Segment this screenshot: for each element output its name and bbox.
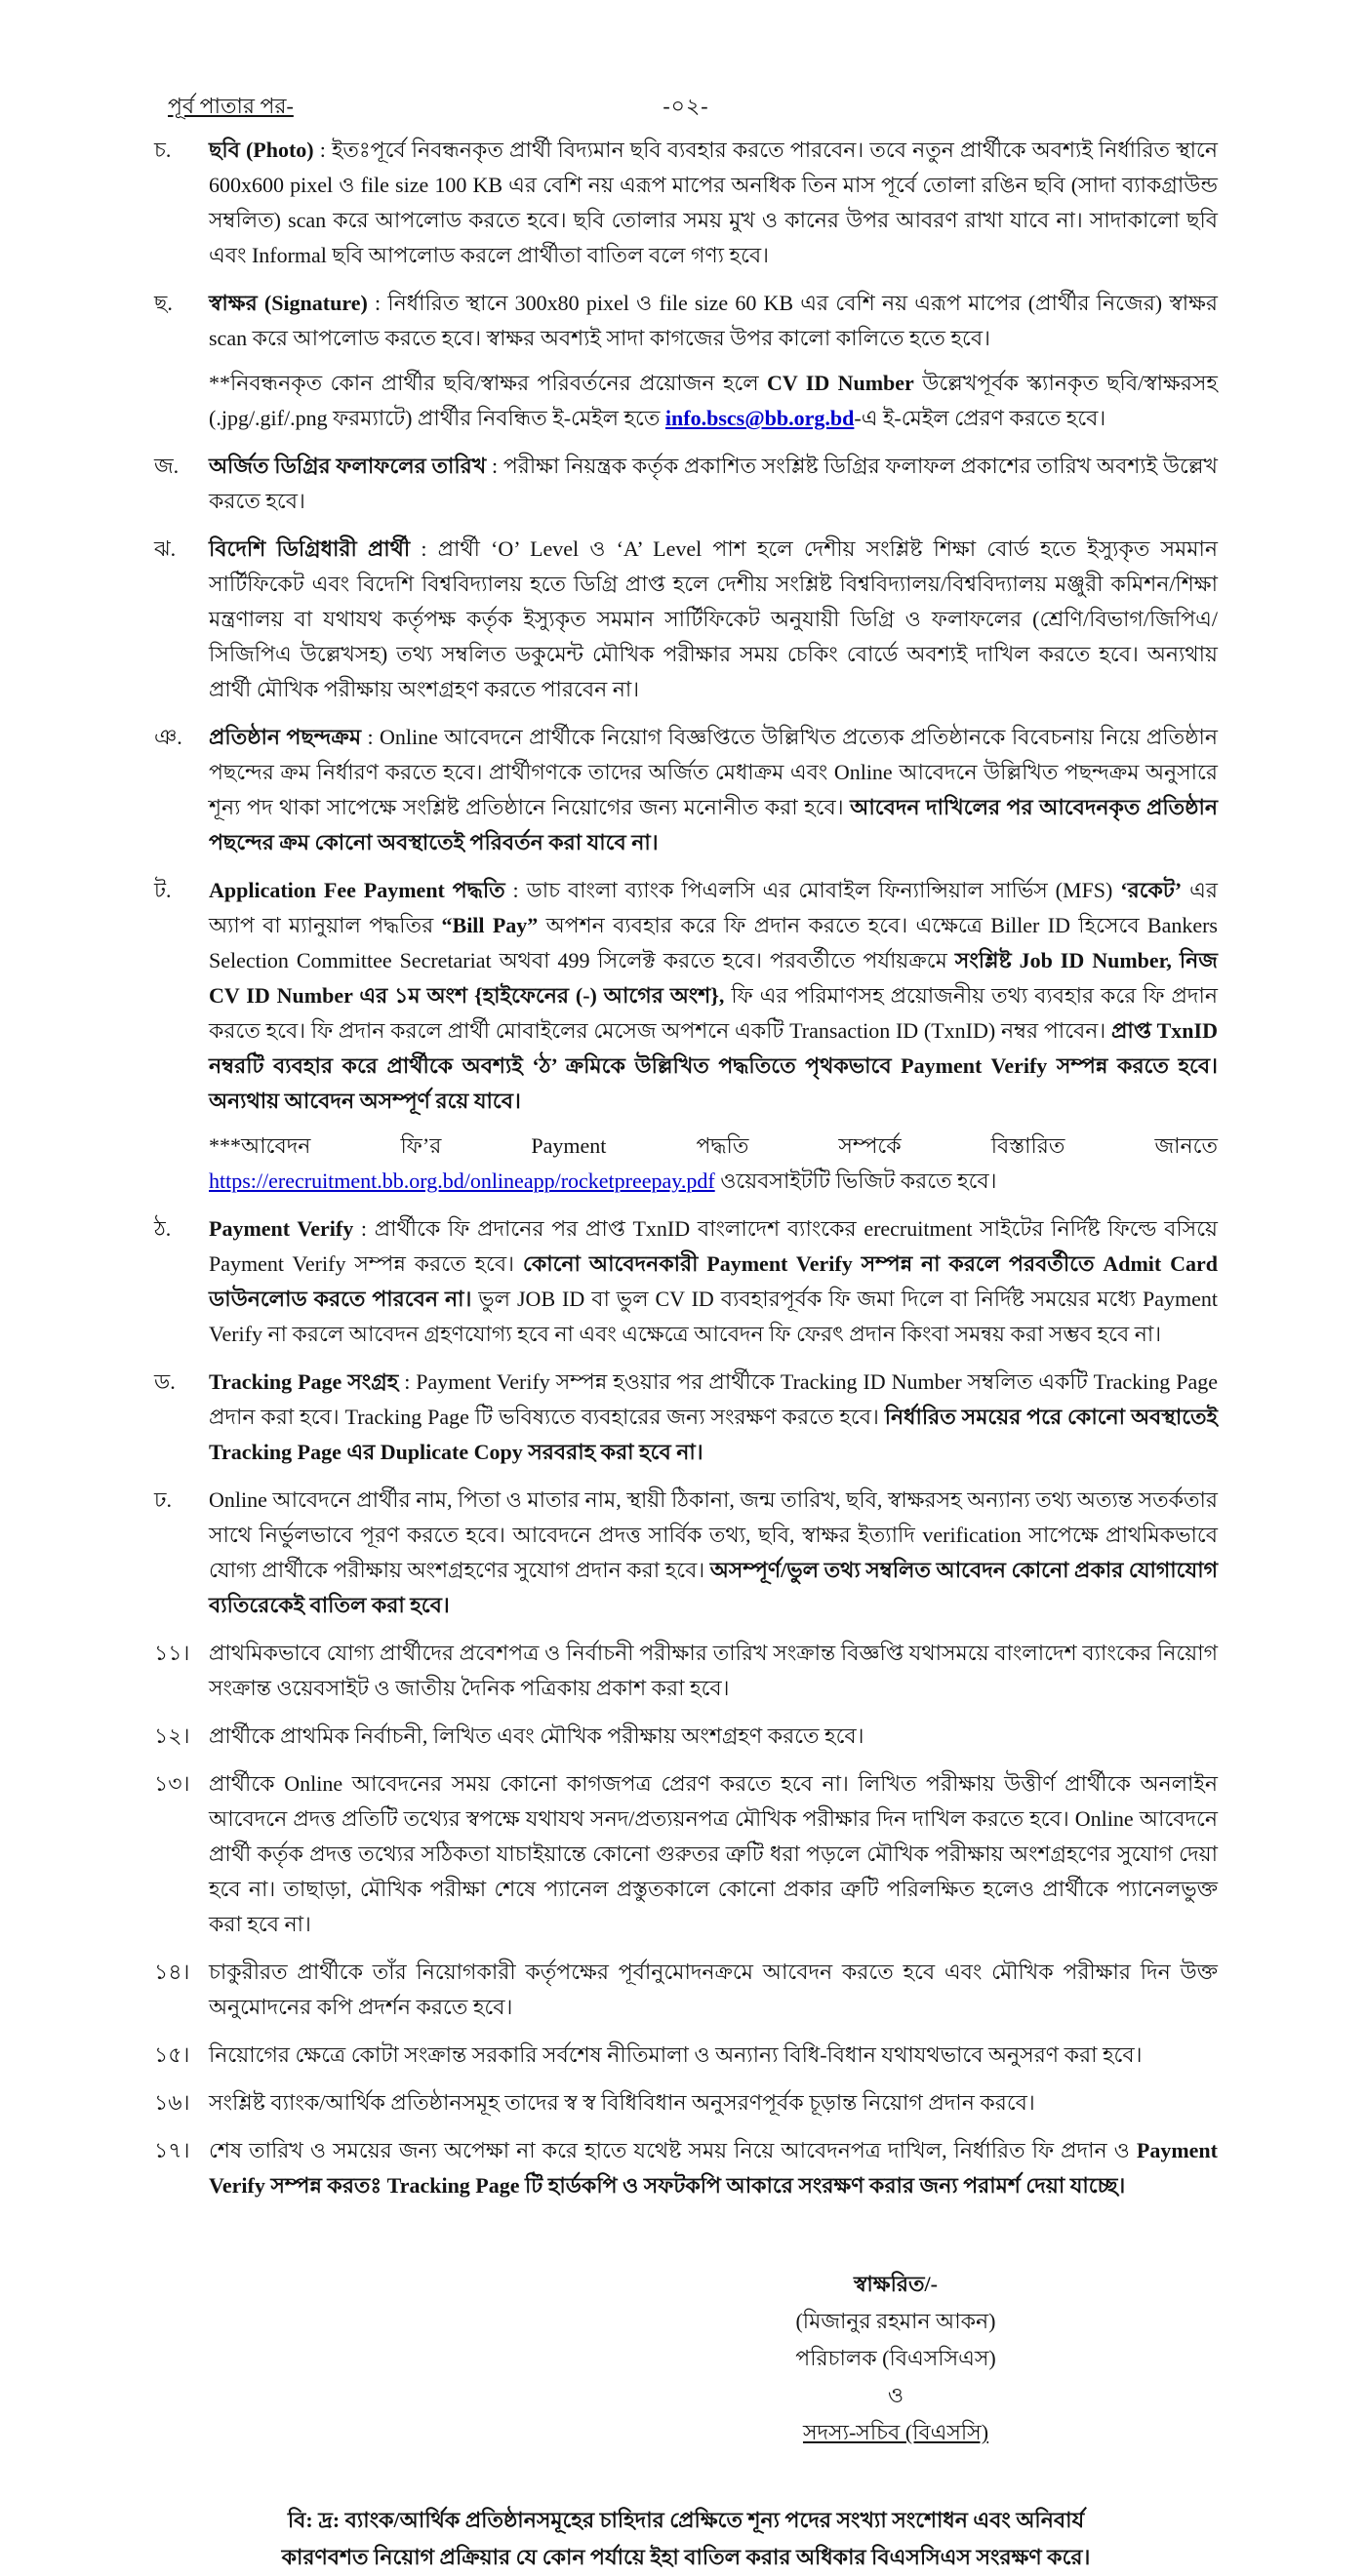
signature-conjunction: ও (887, 2383, 904, 2407)
text-segment: : ইতঃপূর্বে নিবন্ধনকৃত প্রার্থী বিদ্যমান ছবি ব্যবহার করতে পারবেন। তবে নতুন প্রার্থীকে অবশ্যই নির্ধারিত স্থানে 600x600 pixel ও file size 100 KB এর বেশি নয় এরূপ মাপের অনধিক তিন মাস পূর্বে তোলা রঙিন ছবি (সাদা ব্যাকগ্রাউন্ড সম্বলিত) scan করে আপলোড করতে হবে। ছবি তোলার সময় মুখ ও কানের উপর আবরণ রাখা যাবে না। সাদাকালো ছবি এবং Informal ছবি আপলোড করলে প্রার্থীতা বাতিল বলে গণ্য হবে। (209, 138, 1218, 267)
text-segment: চাকুরীরত প্রার্থীকে তাঁর নিয়োগকারী কর্তৃপক্ষের পূর্বানুমোদনক্রমে আবেদন করতে হবে এবং মৌখিক পরীক্ষার দিন উক্ত অনুমোদনের কপি প্রদর্শন করতে হবে। (209, 1960, 1218, 2019)
paragraph (209, 1483, 1218, 1623)
item-body (209, 1955, 1218, 2025)
text-segment: টি হার্ডকপি ও সফটকপি আকারে সংরক্ষণ করার জন্য পরামর্শ দেয়া যাচ্ছে। (519, 2173, 1126, 2198)
continued-from-previous-label: পূর্ব পাতার পর- (168, 94, 294, 118)
list-item (154, 1211, 1218, 1352)
text-segment: Tracking Page সংগ্রহ (209, 1369, 399, 1394)
text-segment: **নিবন্ধনকৃত কোন প্রার্থীর ছবি/স্বাক্ষর পরিবর্তনের প্রয়োজন হলে (209, 371, 768, 395)
text-segment: প্রতিষ্ঠান পছন্দক্রম (209, 725, 362, 749)
text-segment: Online আবেদনে প্রার্থীর নাম, পিতা ও মাতার নাম, স্থায়ী ঠিকানা, জন্ম তারিখ, ছবি, স্বাক্ষরসহ অন্যান্য তথ্য অত্যন্ত সতর্কতার সাথে নির্ভুলভাবে পূরণ করতে হবে। আবেদনে প্রদত্ত সার্বিক তথ্য, ছবি, স্বাক্ষর ইত্যাদি verification সাপেক্ষে প্রাথমিকভাবে যোগ্য প্রার্থীকে পরীক্ষায় অংশগ্রহণের সুযোগ প্রদান করা হবে। (209, 1487, 1218, 1582)
text-segment: : ডাচ বাংলা ব্যাংক পিএলসি এর মোবাইল ফিন্যান্সিয়াল সার্ভিস (MFS) (504, 878, 1121, 902)
text-segment: : Online আবেদনে প্রার্থীকে নিয়োগ বিজ্ঞপ্তিতে উল্লিখিত প্রত্যেক প্রতিষ্ঠানকে বিবেচনায় নিয়ে প্রতিষ্ঠান পছন্দের ক্রম নির্ধারণ করতে হবে। প্রার্থীগণকে তাদের অর্জিত মেধাক্রম এবং Online আবেদনে উল্লিখিত পছন্দক্রম অনুসারে শূন্য পদ থাকা সাপেক্ষে সংশ্লিষ্ট প্রতিষ্ঠানে নিয়োগের জন্য মনোনীত করা হবে। (209, 725, 1218, 819)
text-segment: আবেদন দাখিলের পর আবেদনকৃত প্রতিষ্ঠান পছন্দের ক্রম কোনো অবস্থাতেই পরিবর্তন করা যাবে না। (209, 795, 1219, 854)
item-marker: ১৭। (154, 2138, 190, 2162)
item-body (209, 1211, 1218, 1352)
text-segment: -এ ই-মেইল প্রেরণ করতে হবে। (854, 406, 1106, 430)
item-body (209, 1636, 1218, 1706)
paragraph (209, 1955, 1218, 2025)
text-segment: সম্পন্ন করতঃ (264, 2173, 387, 2198)
item-marker: ১১। (154, 1641, 190, 1665)
footnote-line-1: বি: দ্র: ব্যাংক/আর্থিক প্রতিষ্ঠানসমূহের চাহিদার প্রেক্ষিতে শূন্য পদের সংখ্যা সংশোধন এবং অনিবার্য (287, 2508, 1085, 2532)
item-body (209, 2085, 1218, 2120)
list-item (154, 1365, 1218, 1470)
list-item (154, 532, 1218, 707)
paragraph (209, 873, 1218, 1119)
paragraph (209, 720, 1218, 860)
signatory-title-director: পরিচালক (বিএসসিএস) (795, 2346, 996, 2370)
text-segment: Payment Verify (209, 1216, 354, 1241)
item-body (209, 2133, 1218, 2203)
list-item (154, 1636, 1218, 1706)
text-segment: প্রার্থীকে Online আবেদনের সময় কোনো কাগজপত্র প্রেরণ করতে হবে না। লিখিত পরীক্ষায় উত্তীর্ণ প্রার্থীকে অনলাইন আবেদনে প্রদত্ত প্রতিটি তথ্যের স্বপক্ষে যথাযথ সনদ/প্রত্যয়নপত্র মৌখিক পরীক্ষার দিন দাখিল করতে হবে। Online আবেদনে প্রার্থী কর্তৃক প্রদত্ত তথ্যের সঠিকতা যাচাইয়ান্তে কোনো গুরুতর ত্রুটি ধরা পড়লে মৌখিক পরীক্ষায় অংশগ্রহণের সুযোগ দেয়া হবে না। তাছাড়া, মৌখিক পরীক্ষা শেষে প্যানেল প্রস্তুতকালে কোনো প্রকার ত্রুটি পরিলক্ষিত হলেও প্রার্থীকে প্যানেলভুক্ত করা হবে না। (209, 1771, 1218, 1936)
item-marker: ঝ. (154, 536, 177, 561)
footnote-line-2: কারণবশত নিয়োগ প্রক্রিয়ার যে কোন পর্যায়ে ইহা বাতিল করার অধিকার বিএসসিএস সংরক্ষণ করে। (281, 2545, 1091, 2569)
item-marker: ড. (154, 1369, 176, 1394)
rocket-prepay-link[interactable]: https://erecruitment.bb.org.bd/onlineapp/rocketpreepay.pdf (209, 1169, 715, 1193)
item-body (209, 1719, 1218, 1754)
item-body (209, 286, 1218, 436)
paragraph (209, 1211, 1218, 1352)
signed-label: স্বাক্ষরিত/- (854, 2272, 938, 2296)
list-item (154, 2133, 1218, 2203)
item-marker: ১৩। (154, 1771, 190, 1796)
item-body (209, 1365, 1218, 1470)
text-segment: কোনো আবেদনকারী Payment Verify সম্পন্ন না করলে পরবর্তীতে Admit Card ডাউনলোড করতে পারবেন না। (209, 1251, 1218, 1311)
item-marker: ঢ. (154, 1487, 172, 1512)
text-segment: বিদেশি ডিগ্রিধারী প্রার্থী (209, 536, 411, 561)
list-item (154, 2085, 1218, 2120)
item-marker: ১৬। (154, 2090, 190, 2115)
list-item (154, 873, 1218, 1199)
signatory-name: (মিজানুর রহমান আকন) (795, 2309, 996, 2333)
email-link[interactable]: info.bscs@bb.org.bd (664, 406, 855, 430)
text-segment: নির্ধারিত সময়ের পরে কোনো অবস্থাতেই Tracking Page এর Duplicate Copy সরবরাহ করা হবে না। (209, 1405, 1218, 1464)
text-segment: CV ID Number (767, 371, 914, 395)
item-marker: ঞ. (154, 725, 182, 749)
item-body (209, 720, 1218, 860)
text-segment: : নির্ধারিত স্থানে 300x80 pixel ও file size 60 KB এর বেশি নয় এরূপ মাপের (প্রার্থীর নিজের) স্বাক্ষর scan করে আপলোড করতে হবে। স্বাক্ষর অবশ্যই সাদা কাগজের উপর কালো কালিতে হতে হবে। (209, 291, 1219, 350)
text-segment: ভুল JOB ID বা ভুল CV ID ব্যবহারপূর্বক ফি জমা দিলে বা নির্দিষ্ট সময়ের মধ্যে Payment Verify না করলে আবেদন গ্রহণযোগ্য হবে না এবং এক্ষেত্রে আবেদন ফি ফেরৎ প্রদান কিংবা সমন্বয় করা সম্ভব হবে না। (209, 1287, 1218, 1346)
list-item (154, 286, 1218, 436)
item-body (209, 133, 1218, 273)
text-segment: অপশন ব্যবহার করে ফি প্রদান করতে হবে। এক্ষেত্রে Biller ID হিসেবে Bankers Selection Committee Secretariat অথবা 499 সিলেক্ট করতে হবে। পরবর্তীতে পর্যায়ক্রমে (209, 913, 1218, 972)
text-segment: ওয়েবসাইটটি ভিজিট করতে হবে। (714, 1169, 997, 1193)
text-segment: : প্রার্থী ‘O’ Level ও ‘A’ Level পাশ হলে দেশীয় সংশ্লিষ্ট শিক্ষা বোর্ড হতে ইস্যুকৃত সমমান সার্টিফিকেট এবং বিদেশি বিশ্ববিদ্যালয় হতে ডিগ্রি প্রাপ্ত হলে দেশীয় সংশ্লিষ্ট বিশ্ববিদ্যালয়/বিশ্ববিদ্যালয় মঞ্জুরী কমিশন/শিক্ষা মন্ত্রণালয় বা যথাযথ কর্তৃপক্ষ কর্তৃক ইস্যুকৃত সমমান সার্টিফিকেট অনুযায়ী ডিগ্রি ও ফলাফলের (শ্রেণি/বিভাগ/জিপিএ/সিজিপিএ উল্লেখসহ) তথ্য সম্বলিত ডকুমেন্ট মৌখিক পরীক্ষার সময় চেকিং বোর্ডে অবশ্যই দাখিল করতে হবে। অন্যথায় প্রার্থী মৌখিক পরীক্ষায় অংশগ্রহণ করতে পারবেন না। (209, 536, 1218, 701)
text-segment: উল্লেখপূর্বক স্ক্যানকৃত ছবি/স্বাক্ষরসহ (.jpg/.gif/.png ফরম্যাটে) প্রার্থীর নিবন্ধিত ই-মেইল হতে (209, 371, 1218, 430)
paragraph (209, 449, 1218, 519)
paragraph (209, 366, 1218, 436)
text-segment: Tracking Page (386, 2173, 520, 2198)
text-segment: সংশ্লিষ্ট Job ID Number, নিজ CV ID Number এর ১ম অংশ {হাইফেনের (-) আগের অংশ}, (209, 948, 1218, 1008)
list-item (154, 449, 1218, 519)
text-segment: প্রাথমিকভাবে যোগ্য প্রার্থীদের প্রবেশপত্র ও নির্বাচনী পরীক্ষার তারিখ সংক্রান্ত বিজ্ঞপ্তি যথাসময়ে বাংলাদেশ ব্যাংকের নিয়োগ সংক্রান্ত ওয়েবসাইট ও জাতীয় দৈনিক পত্রিকায় প্রকাশ করা হবে। (209, 1641, 1218, 1700)
list-item (154, 1483, 1218, 1623)
item-marker: ১৫। (154, 2042, 190, 2067)
paragraph (209, 2133, 1218, 2203)
item-body (209, 532, 1218, 707)
text-segment: : পরীক্ষা নিয়ন্ত্রক কর্তৃক প্রকাশিত সংশ্লিষ্ট ডিগ্রির ফলাফল প্রকাশের তারিখ অবশ্যই উল্লেখ করতে হবে। (209, 454, 1218, 513)
item-body (209, 1483, 1218, 1623)
item-marker: ১৪। (154, 1960, 190, 1984)
text-segment: শেষ তারিখ ও সময়ের জন্য অপেক্ষা না করে হাতে যথেষ্ট সময় নিয়ে আবেদনপত্র দাখিল, নির্ধারিত ফি প্রদান ও (209, 2138, 1137, 2162)
text-segment: সংশ্লিষ্ট ব্যাংক/আর্থিক প্রতিষ্ঠানসমূহ তাদের স্ব স্ব বিধিবিধান অনুসরণপূর্বক চূড়ান্ত নিয়োগ প্রদান করবে। (209, 2090, 1035, 2115)
list-item (154, 2038, 1218, 2073)
page-header (154, 90, 1218, 127)
text-segment: ***আবেদন ফি’র Payment পদ্ধতি সম্পর্কে বিস্তারিত জানতে (209, 1133, 1218, 1158)
text-segment: : Payment Verify সম্পন্ন হওয়ার পর প্রার্থীকে Tracking ID Number সম্বলিত একটি Tracking Page প্রদান করা হবে। Tracking Page টি ভবিষ্যতে ব্যবহারের জন্য সংরক্ষণ করতে হবে। (209, 1369, 1218, 1429)
paragraph (209, 1365, 1218, 1470)
paragraph (209, 2085, 1218, 2120)
text-segment: : প্রার্থীকে ফি প্রদানের পর প্রাপ্ত TxnID বাংলাদেশ ব্যাংকের erecruitment সাইটের নির্দিষ্ট ফিল্ডে বসিয়ে Payment Verify সম্পন্ন করতে হবে। (209, 1216, 1218, 1276)
item-marker: ঠ. (154, 1216, 172, 1241)
text-segment: প্রার্থীকে প্রাথমিক নির্বাচনী, লিখিত এবং মৌখিক পরীক্ষায় অংশগ্রহণ করতে হবে। (209, 1724, 864, 1748)
text-segment: নিয়োগের ক্ষেত্রে কোটা সংক্রান্ত সরকারি সর্বশেষ নীতিমালা ও অন্যান্য বিধি-বিধান যথাযথভাবে অনুসরণ করা হবে। (209, 2042, 1143, 2067)
item-marker: চ. (154, 138, 172, 162)
list-item (154, 133, 1218, 273)
paragraph (209, 133, 1218, 273)
item-marker: ছ. (154, 291, 173, 315)
text-segment: ছবি (Photo) (209, 138, 314, 162)
text-segment: Payment Verify (209, 2138, 1218, 2198)
item-marker: ট. (154, 878, 172, 902)
paragraph (209, 1129, 1218, 1199)
text-segment: প্রাপ্ত TxnID নম্বরটি ব্যবহার করে প্রার্থীকে অবশ্যই ‘ঠ’ ক্রমিকে উল্লিখিত পদ্ধতিতে পৃথকভাবে Payment Verify সম্পন্ন করতে হবে। অন্যথায় আবেদন অসম্পূর্ণ রয়ে যাবে। (209, 1018, 1218, 1113)
item-marker: জ. (154, 454, 180, 478)
signatory-title-member-secretary: সদস্য-সচিব (বিএসসি) (802, 2420, 989, 2444)
footnote (154, 2502, 1218, 2576)
text-segment: অসম্পূর্ণ/ভুল তথ্য সম্বলিত আবেদন কোনো প্রকার যোগাযোগ ব্যতিরেকেই বাতিল করা হবে। (209, 1558, 1218, 1617)
list-item (154, 720, 1218, 860)
text-segment: ‘রকেট’ (1120, 878, 1183, 902)
paragraph (209, 532, 1218, 707)
item-body (209, 1766, 1218, 1942)
paragraph (209, 1766, 1218, 1942)
text-segment: Application Fee Payment পদ্ধতি (209, 878, 505, 902)
text-segment: ফি এর পরিমাণসহ প্রয়োজনীয় তথ্য ব্যবহার করে ফি প্রদান করতে হবে। ফি প্রদান করলে প্রার্থী মোবাইলের মেসেজ অপশনে একটি Transaction ID (TxnID) নম্বর পাবেন। (209, 983, 1219, 1043)
paragraph (209, 1719, 1218, 1754)
text-segment: “Bill Pay” (441, 913, 539, 937)
list-item (154, 1719, 1218, 1754)
paragraph (209, 2038, 1218, 2073)
text-segment: এর অ্যাপ বা ম্যানুয়াল পদ্ধতির (209, 878, 1218, 937)
item-body (209, 2038, 1218, 2073)
text-segment: অর্জিত ডিগ্রির ফলাফলের তারিখ (209, 454, 487, 478)
instruction-list (154, 133, 1218, 2203)
paragraph (209, 1636, 1218, 1706)
paragraph (209, 286, 1218, 356)
list-item (154, 1955, 1218, 2025)
item-body (209, 873, 1218, 1199)
text-segment: স্বাক্ষর (Signature) (209, 291, 368, 315)
list-item (154, 1766, 1218, 1942)
item-body (209, 449, 1218, 519)
signature-block (720, 2266, 1071, 2451)
item-marker: ১২। (154, 1724, 190, 1748)
page-number: -০২- (663, 94, 709, 118)
